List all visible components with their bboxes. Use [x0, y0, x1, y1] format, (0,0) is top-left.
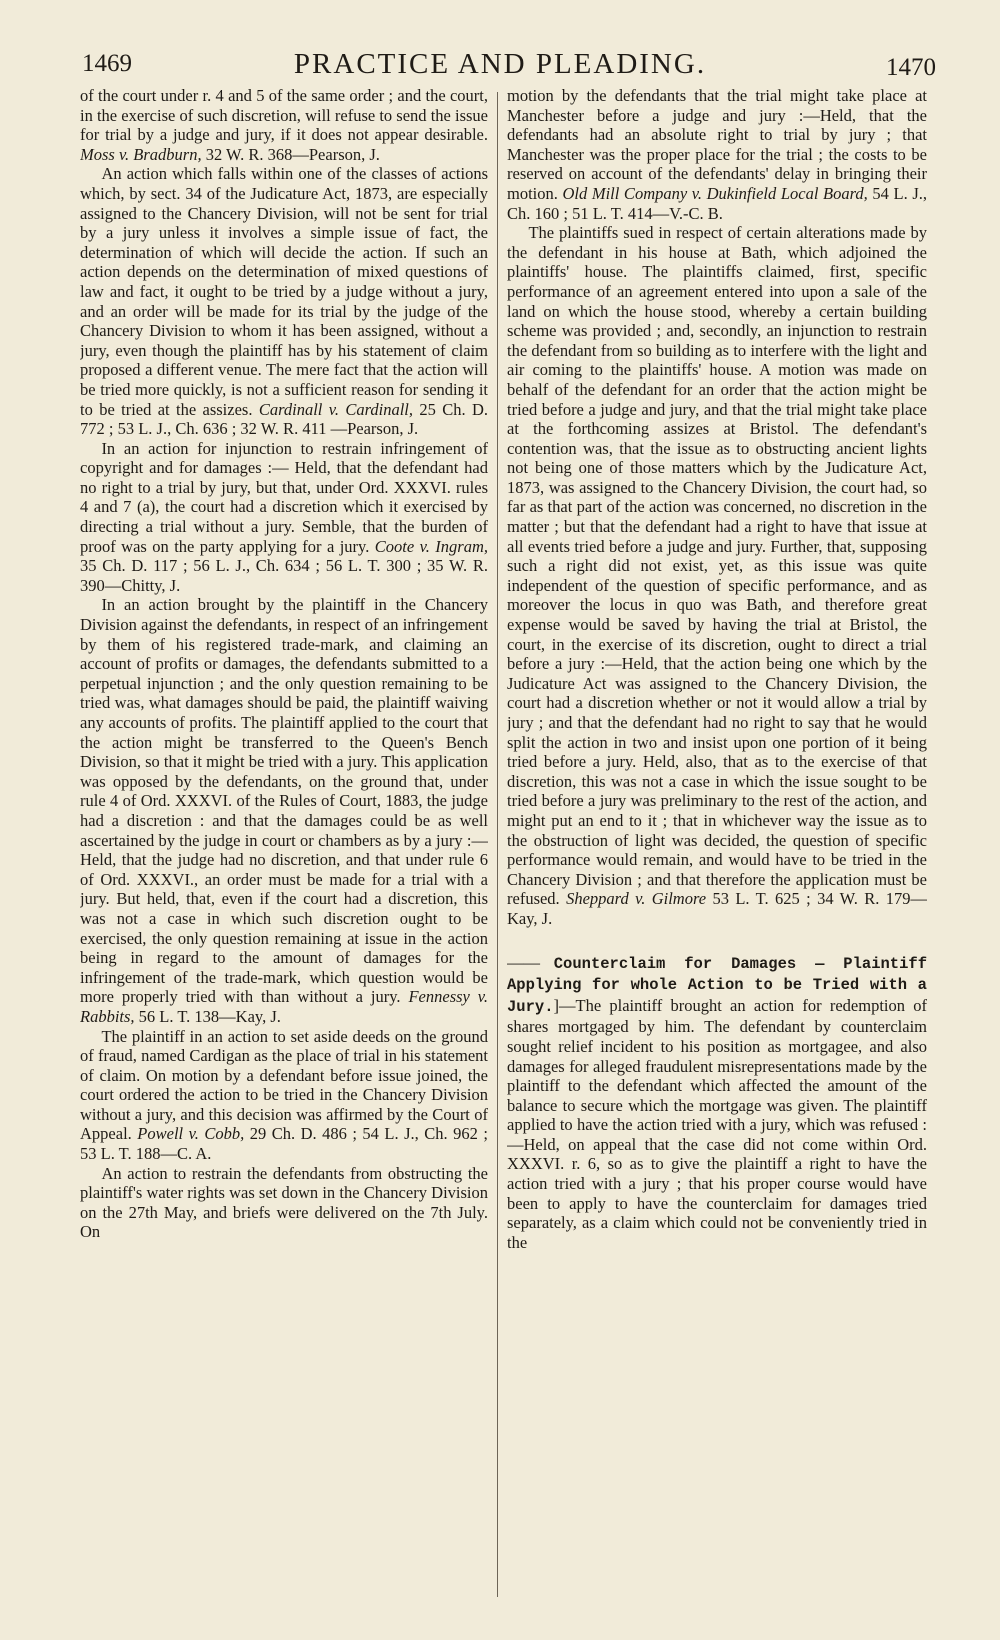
page-number-left: 1469	[82, 50, 132, 77]
case-name: Fennessy v. Rabbits,	[80, 987, 488, 1026]
citation: 56 L. T. 138—Kay, J.	[134, 1006, 281, 1026]
paragraph	[507, 223, 927, 928]
citation: 32 W. R. 368—Pearson, J.	[201, 144, 380, 164]
page-number-right: 1470	[886, 54, 936, 81]
paragraph-text: An action which falls within one of the classes of actions which, by sect. 34 of the Judicature Act, 1873, are especially assigned to the Chancery Division, will not be sent for trial by a jury unless it involves a simple issue of fact, the determination of which will decide the action. If such an action depends on the determination of mixed questions of law and fact, it ought to be tried by a judge without a jury, and an order will be made for its trial by the judge of the Chancery Division to whom it has been assigned, without a jury, even though the plaintiff has by his statement of claim proposed a different venue. The mere fact that the action will be tried more quickly, is not a sufficient reason for sending it to be tried at the assizes.	[80, 164, 488, 419]
paragraph-text: of the court under r. 4 and 5 of the same order ; and the court, in the exercise of such discretion, will refuse to send the issue for trial by a judge and jury, if it does not appear desirable.	[80, 86, 488, 145]
paragraph	[80, 1027, 488, 1164]
subheading: Counterclaim for Damages — Plaintiff Applying for whole Action to be Tried with a Jury.	[507, 954, 927, 1016]
running-title: PRACTICE AND PLEADING.	[293, 48, 707, 80]
paragraph-text: An action to restrain the defendants from obstructing the plaintiff's water rights was set down in the Chancery Division on the 27th May, and briefs were delivered on the 7th July. On	[80, 1163, 488, 1242]
case-name: Moss v. Bradburn,	[80, 144, 202, 164]
citation: 25 Ch. D. 772 ; 53 L. J., Ch. 636 ; 32 W. R. 411 —Pearson, J.	[80, 399, 488, 439]
left-column	[80, 86, 488, 1606]
case-name: Cardinall v. Cardinall,	[258, 399, 414, 419]
paragraph	[80, 86, 488, 164]
paragraph-text: motion by the defendants that the trial might take place at Manchester before a judge and jury :—Held, that the defendants had an absolute right to trial by jury ; that Manchester was the proper place for the trial ; the costs to be reserved on account of the defendants' delay in bringing their motion.	[507, 86, 927, 203]
paragraph	[507, 86, 927, 223]
paragraph-text: The plaintiff in an action to set aside deeds on the ground of fraud, named Cardigan as the place of trial in his statement of claim. On motion by a defendant before issue joined, the court ordered the action to be tried in the Chancery Division without a jury, and this decision was affirmed by the Court of Appeal.	[80, 1026, 488, 1144]
paragraph	[80, 595, 488, 1026]
paragraph-text: In an action brought by the plaintiff in the Chancery Division against the defendants, in respect of an infringement by them of his registered trade-mark, and claiming an account of profits or damages, the defendants submitted to a perpetual injunction ; and the only question remaining to be tried was, what damages should be paid, the plaintiff waiving any accounts of profits. The plaintiff applied to the court that the action might be transferred to the Queen's Bench Division, so that it might be tried with a jury. This application was opposed by the defendants, on the ground that, under rule 4 of Ord. XXXVI. of the Rules of Court, 1883, the judge had a discretion : and that the damages could be as well ascertained by the judge in court or chambers as by a jury :—Held, that the judge had no discretion, and that under rule 6 of Ord. XXXVI., an order must be made for a trial with a jury. But held, that, even if the court had a discretion, this was not a case in which such discretion ought to be exercised, the only question remaining at issue in the action being in regard to the amount of damages for the infringement of the trade-mark, which question would be more properly tried with than without a jury.	[80, 595, 488, 1007]
citation: 35 Ch. D. 117 ; 56 L. J., Ch. 634 ; 56 L. T. 300 ; 35 W. R. 390—Chitty, J.	[80, 556, 488, 595]
right-column	[507, 86, 927, 1606]
case-name: Powell v. Cobb,	[137, 1124, 245, 1144]
paragraph-text: In an action for injunction to restrain infringement of copyright and for damages :— Held, that the defendant had no right to a trial by jury, but that, under Ord. XXXVI. rules 4 and 7 (a), the court had a discretion which it exercised by directing a trial without a jury. Semble, that the burden of proof was on the party applying for a jury.	[80, 438, 488, 556]
citation: 54 L. J., Ch. 160 ; 51 L. T. 414—V.-C. B.	[507, 183, 927, 223]
page-header	[0, 38, 1000, 86]
citation: 29 Ch. D. 486 ; 54 L. J., Ch. 962 ; 53 L. T. 188—C. A.	[80, 1124, 488, 1164]
paragraph	[80, 1164, 488, 1242]
paragraph-text: The plaintiffs sued in respect of certain alterations made by the defendant in his house at Bath, which adjoined the plaintiffs' house. The plaintiffs claimed, first, specific performance of an agreement entered into upon a sale of the land on which the house stood, whereby a certain building scheme was provided ; and, secondly, an injunction to restrain the defendant from so building as to interfere with the light and air coming to the plaintiffs' house. A motion was made on behalf of the defendant for an order that the action might be tried before a judge and jury, and that the trial might take place at the forthcoming assizes at Bristol. The defendant's contention was, that the issue as to obstructing ancient lights not being one of those matters which by the Judicature Act, 1873, was assigned to the Chancery Division, the court had, so far as that part of the action was concerned, no discretion in the matter ; but that the defendant had a right to have that issue at all events tried before a judge and jury. Further, that, supposing such a right did not exist, yet, as this issue was quite independent of the question of specific performance, and as moreover the locus in quo was Bath, and therefore great expense would be saved by having the trial at Bristol, the court, in the exercise of its discretion, ought to direct a trial before a jury :—Held, that the action being one which by the Judicature Act was assigned to the Chancery Division, the court had a discretion whether or not it would allow a trial by jury ; and that the defendant had no right to say that he would split the action in two and insist upon one portion of it being tried before a jury. Held, also, that as to the exercise of that discretion, this was not a case in which the issue sought to be tried before a jury was preliminary to the rest of the action, and might put an end to it ; that in whichever way the issue as to the obstruction of light was decided, the question of specific performance would remain, and would have to be tried in the Chancery Division ; and that therefore the application must be refused.	[507, 223, 927, 909]
subheading-paragraph	[507, 953, 927, 1253]
case-name: Sheppard v. Gilmore	[566, 889, 707, 909]
paragraph-text: ]—The plaintiff brought an action for redemption of shares mortgaged by him. The defendant by counterclaim sought relief incident to his position as mortgagee, and also damages for alleged fraudulent misrepresentations made by the plaintiff to the defendant which affected the amount of the balance to secure which the mortgage was given. The plaintiff applied to have the action tried with a jury, which was refused :—Held, on appeal that the case did not come within Ord. XXXVI. r. 6, so as to give the plaintiff a right to have the action tried with a jury ; that his proper course would have been to apply to have the counterclaim for damages tried separately, as a claim which could not be conveniently tried in the	[507, 995, 927, 1252]
paragraph	[80, 164, 488, 438]
em-dash: ——	[507, 952, 554, 972]
column-divider	[497, 92, 498, 1597]
case-name: Coote v. Ingram,	[374, 536, 488, 556]
paragraph	[80, 439, 488, 596]
case-name: Old Mill Company v. Dukinfield Local Board,	[562, 183, 868, 203]
citation: 53 L. T. 625 ; 34 W. R. 179—Kay, J.	[507, 889, 927, 928]
